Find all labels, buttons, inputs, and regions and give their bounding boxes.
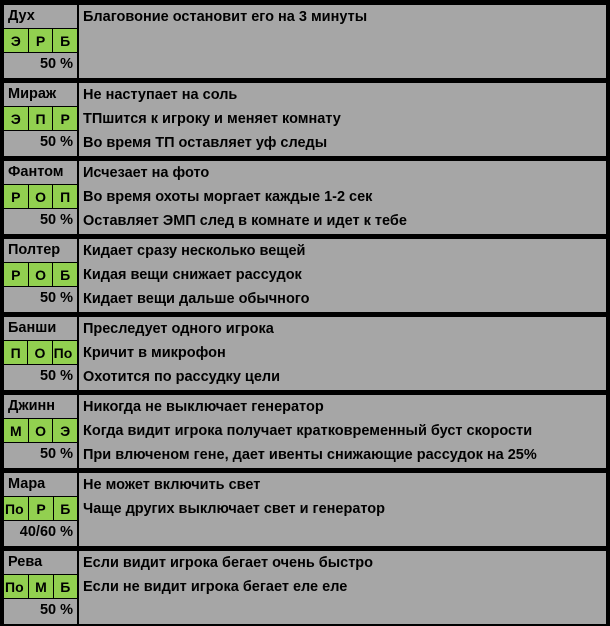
ghost-notes <box>79 473 606 546</box>
evidence-row <box>4 184 77 209</box>
ghost-name: Мара <box>8 476 46 492</box>
evidence-cell: По <box>4 575 29 598</box>
ghost-notes <box>79 551 606 624</box>
evidence-cell: М <box>4 419 29 442</box>
hunt-sanity-percent: 40/60 % <box>19 524 73 540</box>
ghost-card <box>4 550 606 624</box>
ghost-name: Мираж <box>8 86 57 102</box>
ghost-notes <box>79 239 606 312</box>
hunt-sanity-percent: 50 % <box>39 134 73 150</box>
ghost-note: Во время ТП оставляет уф следы <box>83 135 328 151</box>
ghost-note: Охотится по рассудку цели <box>83 369 281 385</box>
evidence-row <box>4 418 77 443</box>
evidence-cell: Э <box>4 107 29 130</box>
ghost-card <box>4 160 606 234</box>
evidence-cell: Б <box>54 575 77 598</box>
evidence-cell: По <box>53 341 77 364</box>
ghost-info <box>4 317 79 390</box>
ghost-note: ТПшится к игроку и меняет комнату <box>83 111 341 127</box>
evidence-cell: Р <box>4 185 29 208</box>
ghost-info <box>4 239 79 312</box>
hunt-sanity-percent: 50 % <box>39 212 73 228</box>
evidence-row <box>4 340 77 365</box>
evidence-cell: Б <box>53 263 77 286</box>
hunt-sanity-percent: 50 % <box>39 56 73 72</box>
evidence-row <box>4 574 77 599</box>
ghost-name: Банши <box>8 320 57 336</box>
evidence-cell: П <box>4 341 28 364</box>
ghost-card <box>4 82 606 156</box>
evidence-row <box>4 106 77 131</box>
ghost-name: Полтер <box>8 242 61 258</box>
ghost-note: Если видит игрока бегает очень быстро <box>83 555 374 571</box>
evidence-cell: Э <box>53 419 77 442</box>
evidence-cell: Р <box>4 263 29 286</box>
evidence-cell: П <box>29 107 54 130</box>
ghost-info <box>4 395 79 468</box>
ghost-card <box>4 238 606 312</box>
evidence-cell: По <box>4 497 29 520</box>
ghost-note: Во время охоты моргает каждые 1-2 сек <box>83 189 373 205</box>
ghost-name: Рева <box>8 554 43 570</box>
evidence-row <box>4 28 77 53</box>
ghost-note: Никогда не выключает генератор <box>83 399 324 415</box>
ghost-info <box>4 473 79 546</box>
ghost-card <box>4 394 606 468</box>
evidence-row <box>4 496 77 521</box>
ghost-notes <box>79 83 606 156</box>
evidence-cell: Р <box>29 29 54 52</box>
ghost-note: Кидает сразу несколько вещей <box>83 243 306 259</box>
hunt-sanity-percent: 50 % <box>39 290 73 306</box>
evidence-cell: Б <box>53 29 77 52</box>
evidence-cell: Э <box>4 29 29 52</box>
ghost-notes <box>79 395 606 468</box>
evidence-row <box>4 262 77 287</box>
evidence-cell: Р <box>53 107 77 130</box>
ghost-note: Если не видит игрока бегает еле еле <box>83 579 348 595</box>
evidence-cell: О <box>29 185 54 208</box>
evidence-cell: П <box>53 185 77 208</box>
ghost-name: Фантом <box>8 164 64 180</box>
ghost-note: Кидая вещи снижает рассудок <box>83 267 302 283</box>
ghost-note: Исчезает на фото <box>83 165 210 181</box>
ghost-note: При влюченом гене, дает ивенты снижающие рассудок на 25% <box>83 447 537 463</box>
evidence-cell: О <box>29 419 54 442</box>
ghost-note: Не наступает на соль <box>83 87 238 103</box>
ghost-card <box>4 316 606 390</box>
hunt-sanity-percent: 50 % <box>39 446 73 462</box>
ghost-info <box>4 161 79 234</box>
ghost-notes <box>79 317 606 390</box>
evidence-cell: Р <box>29 497 53 520</box>
ghost-note: Когда видит игрока получает кратковременный буст скорости <box>83 423 533 439</box>
ghost-name: Джинн <box>8 398 56 414</box>
ghost-note: Не может включить свет <box>83 477 261 493</box>
ghost-info <box>4 83 79 156</box>
evidence-cell: О <box>28 341 52 364</box>
ghost-card <box>4 4 606 78</box>
hunt-sanity-percent: 50 % <box>39 602 73 618</box>
ghost-info <box>4 551 79 624</box>
ghost-note: Кричит в микрофон <box>83 345 226 361</box>
evidence-cell: М <box>29 575 53 598</box>
ghost-note: Преследует одного игрока <box>83 321 274 337</box>
ghost-note: Благовоние остановит его на 3 минуты <box>83 9 368 25</box>
ghost-card <box>4 472 606 546</box>
ghost-name: Дух <box>8 8 35 24</box>
ghost-note: Кидает вещи дальше обычного <box>83 291 310 307</box>
ghost-notes <box>79 5 606 78</box>
hunt-sanity-percent: 50 % <box>39 368 73 384</box>
evidence-cell: Б <box>54 497 77 520</box>
ghost-notes <box>79 161 606 234</box>
ghost-note: Оставляет ЭМП след в комнате и идет к тебе <box>83 213 407 229</box>
evidence-cell: О <box>29 263 54 286</box>
ghost-info <box>4 5 79 78</box>
ghost-note: Чаще других выключает свет и генератор <box>83 501 386 517</box>
